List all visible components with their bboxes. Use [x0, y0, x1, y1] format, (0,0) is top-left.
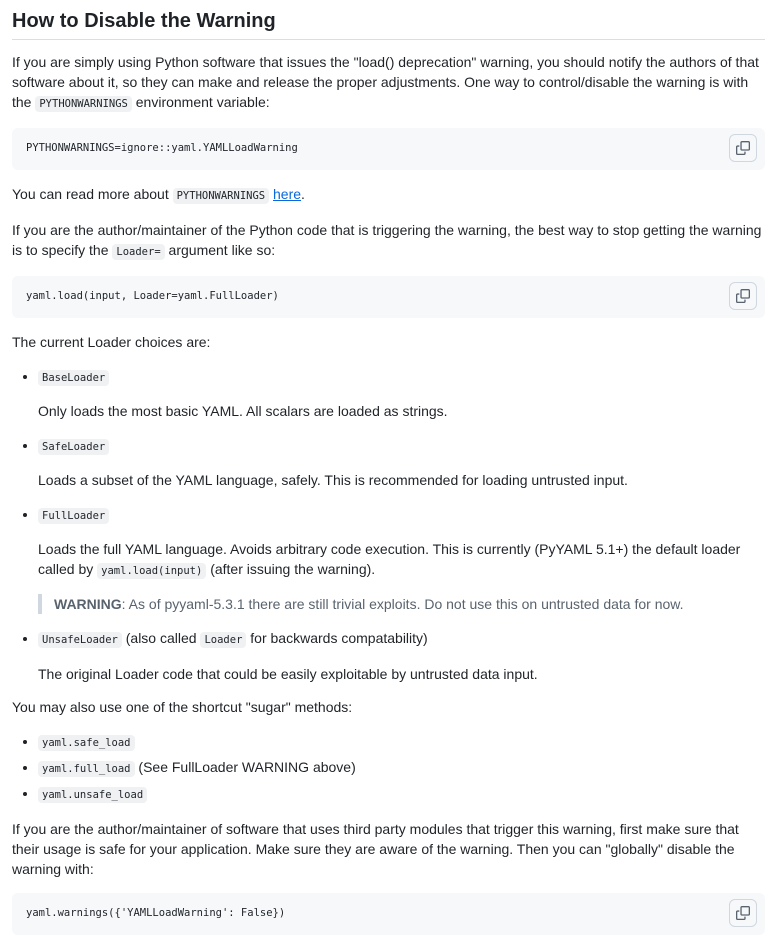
code-text[interactable]: yaml.load(input, Loader=yaml.FullLoader): [26, 290, 279, 303]
inline-code: SafeLoader: [38, 439, 109, 455]
inline-code: UnsafeLoader: [38, 632, 122, 648]
section-heading: How to Disable the Warning: [12, 0, 765, 40]
list-item: [38, 731, 765, 753]
maintainer-paragraph: If you are the author/maintainer of the Python code that is triggering the warning, the best way to stop getting the warning is to specify the Loader= argument like so:: [12, 222, 762, 258]
copy-icon: [736, 141, 750, 155]
inline-code: FullLoader: [38, 508, 109, 524]
inline-code: Loader: [200, 632, 246, 648]
inline-code: yaml.load(input): [97, 563, 206, 579]
global-disable-paragraph: If you are the author/maintainer of software that uses third party modules that trigger this warning, first make sure that their usage is safe for your application. Make sure they are aware of the warning. Then you can "globally" disable the warning with:: [12, 821, 739, 877]
copy-button[interactable]: [729, 134, 757, 162]
intro-paragraph: If you are simply using Python software that issues the "load() deprecation" warning, you should notify the authors of that software about it, so they can make and release the proper adjustments. One way to control/disable the warning is with the PYTHONWARNINGS environment variable:: [12, 54, 759, 110]
warning-label: WARNING: [54, 596, 122, 612]
list-item-desc: Only loads the most basic YAML. All scalars are loaded as strings.: [38, 403, 448, 419]
list-item: [38, 504, 765, 614]
list-item: • yaml.full_load (See FullLoader WARNING above): [38, 757, 765, 779]
copy-icon: [736, 289, 750, 303]
list-item-desc: The original Loader code that could be easily exploitable by untrusted data input.: [38, 666, 538, 682]
loader-list: [12, 366, 765, 684]
list-item: [38, 783, 765, 805]
code-block-load: [12, 276, 765, 318]
inline-code: PYTHONWARNINGS: [35, 96, 132, 112]
code-block-warnings: [12, 893, 765, 935]
code-block-env: [12, 128, 765, 170]
code-text[interactable]: PYTHONWARNINGS=ignore::yaml.YAMLLoadWarning: [26, 142, 298, 155]
inline-code: yaml.full_load: [38, 761, 135, 777]
inline-code: PYTHONWARNINGS: [173, 188, 270, 204]
list-item: [38, 366, 765, 421]
inline-code: Loader=: [112, 244, 164, 260]
list-item: [38, 435, 765, 490]
list-item-desc: Loads the full YAML language. Avoids arbitrary code execution. This is currently (PyYAML 5.1+) the default loader called by yaml.load(input) (after issuing the warning).: [38, 541, 741, 577]
inline-code: yaml.safe_load: [38, 735, 135, 751]
code-text[interactable]: yaml.warnings({'YAMLLoadWarning': False}): [26, 907, 286, 920]
here-link[interactable]: here: [273, 186, 302, 202]
list-item-desc: Loads a subset of the YAML language, safely. This is recommended for loading untrusted input.: [38, 472, 628, 488]
inline-code: BaseLoader: [38, 370, 109, 386]
copy-button[interactable]: [729, 899, 757, 927]
sugar-list: [12, 731, 765, 805]
copy-button[interactable]: [729, 282, 757, 310]
sugar-paragraph: You may also use one of the shortcut "sugar" methods:: [12, 699, 353, 715]
copy-icon: [736, 906, 750, 920]
list-item: • UnsafeLoader (also called Loader for backwards compatability) The original Loader code that could be easily exploitable by untrusted data input.: [38, 628, 765, 684]
inline-code: yaml.unsafe_load: [38, 787, 147, 803]
loader-choices-paragraph: The current Loader choices are:: [12, 334, 211, 350]
read-more-paragraph: You can read more about PYTHONWARNINGS here.: [12, 186, 305, 202]
warning-blockquote: WARNING: As of pyyaml-5.3.1 there are still trivial exploits. Do not use this on untrusted data for now.: [38, 594, 765, 614]
